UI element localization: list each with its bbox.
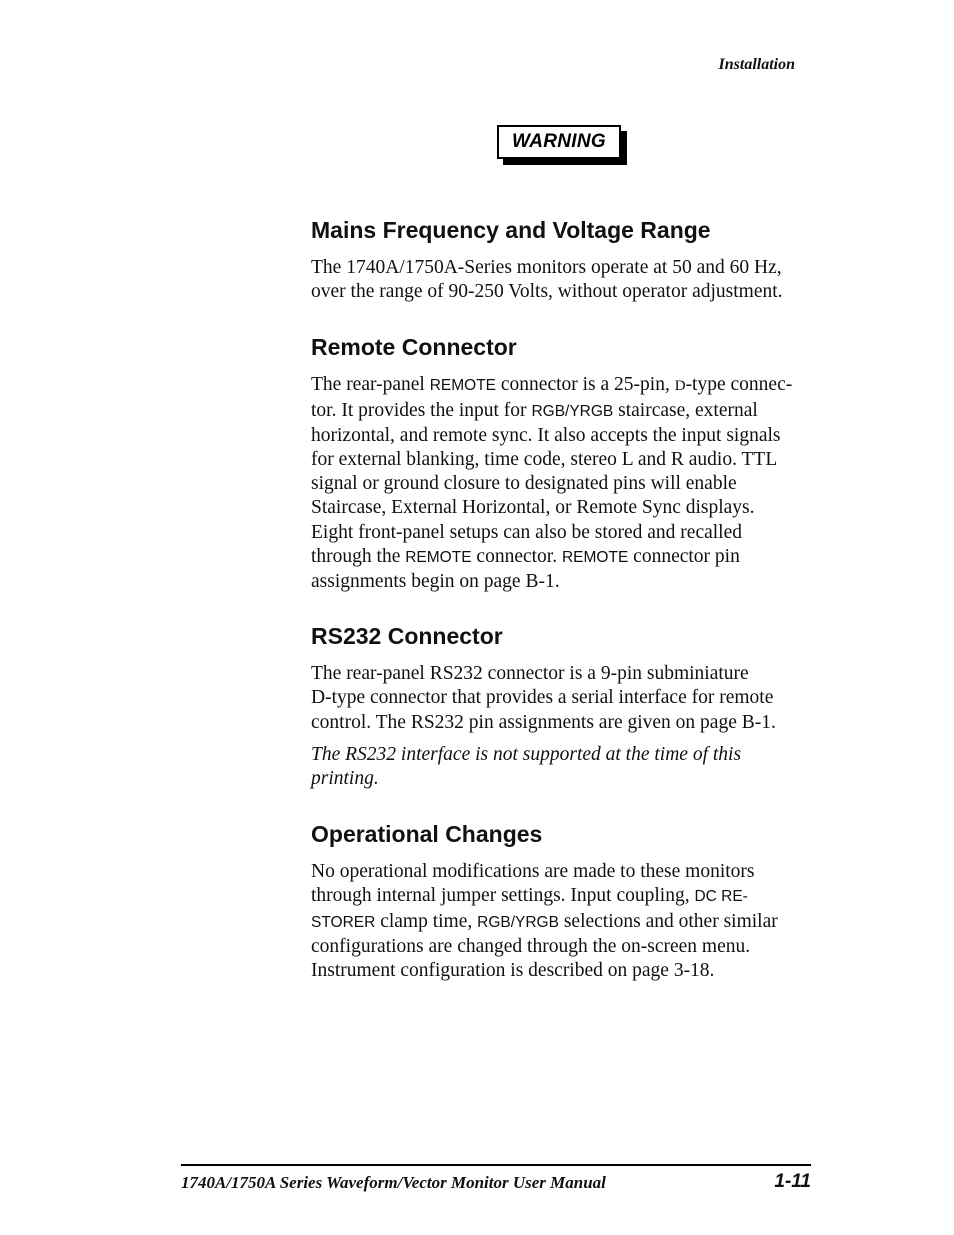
text-run: through the: [311, 545, 406, 567]
text-line: Eight front-panel setups can also be stored and recalled: [311, 521, 743, 543]
text-line: The rear-panel RS232 connector is a 9-pin subminiature: [311, 663, 749, 685]
text-line: assignments begin on page B-1.: [311, 571, 560, 593]
warning-callout: [497, 125, 621, 159]
remote-paragraph: [311, 373, 831, 594]
text-line: signal or ground closure to designated pins will enable: [311, 473, 737, 495]
section-heading-rs232: RS232 Connector: [311, 623, 503, 650]
text-run: connector.: [471, 545, 562, 567]
text-line: configurations are changed through the on-screen menu.: [311, 935, 751, 957]
term-remote: REMOTE: [405, 548, 472, 566]
text-run: through internal jumper settings. Input coupling,: [311, 885, 695, 907]
text-line: printing.: [311, 768, 379, 790]
running-header: Installation: [718, 56, 795, 73]
mains-paragraph: [311, 256, 831, 304]
text-run: The rear-panel: [311, 374, 430, 396]
term-dc-restorer: DC RE-: [694, 888, 748, 906]
page-content: [311, 214, 831, 983]
footer-rule: [181, 1164, 811, 1166]
text-line: horizontal, and remote sync. It also accepts the input signals: [311, 424, 781, 446]
footer-manual-title: 1740A/1750A Series Waveform/Vector Monitor User Manual: [181, 1173, 606, 1192]
rs232-note: [311, 743, 831, 791]
text-line: Instrument configuration is described on page 3-18.: [311, 960, 715, 982]
text-run: -type connec-: [685, 374, 793, 396]
term-rgb-yrgb: RGB/YRGB: [531, 402, 614, 420]
text-line: No operational modifications are made to these monitors: [311, 861, 755, 883]
text-line: Staircase, External Horizontal, or Remote Sync displays.: [311, 497, 755, 519]
operational-paragraph: [311, 860, 831, 983]
text-run: connector pin: [628, 545, 740, 567]
text-run: clamp time,: [375, 910, 478, 932]
section-heading-mains: Mains Frequency and Voltage Range: [311, 217, 711, 243]
text-line: The RS232 interface is not supported at the time of this: [311, 743, 742, 765]
text-line: over the range of 90-250 Volts, without operator adjustment.: [311, 281, 783, 303]
section-heading-remote: Remote Connector: [311, 334, 517, 361]
warning-label: WARNING: [497, 125, 621, 159]
text-line: D-type connector that provides a serial interface for remote: [311, 687, 774, 709]
rs232-paragraph: [311, 662, 831, 735]
text-run: staircase, external: [613, 399, 758, 421]
term-remote: REMOTE: [429, 377, 497, 395]
text-line: The 1740A/1750A-Series monitors operate at 50 and 60 Hz,: [311, 257, 782, 278]
text-line: control. The RS232 pin assignments are given on page B-1.: [311, 711, 776, 733]
section-heading-operational: Operational Changes: [311, 821, 543, 848]
text-run: connector is a 25-pin,: [496, 374, 675, 396]
term-dc-restorer: STORER: [311, 913, 376, 931]
text-line: for external blanking, time code, stereo L and R audio. TTL: [311, 449, 778, 471]
text-run: tor. It provides the input for: [311, 399, 532, 421]
term-rgb-yrgb: RGB/YRGB: [477, 913, 559, 931]
text-run: selections and other similar: [558, 910, 778, 932]
term-d: D: [674, 378, 686, 395]
page-number: 1-11: [774, 1171, 811, 1192]
term-remote: REMOTE: [561, 548, 629, 566]
